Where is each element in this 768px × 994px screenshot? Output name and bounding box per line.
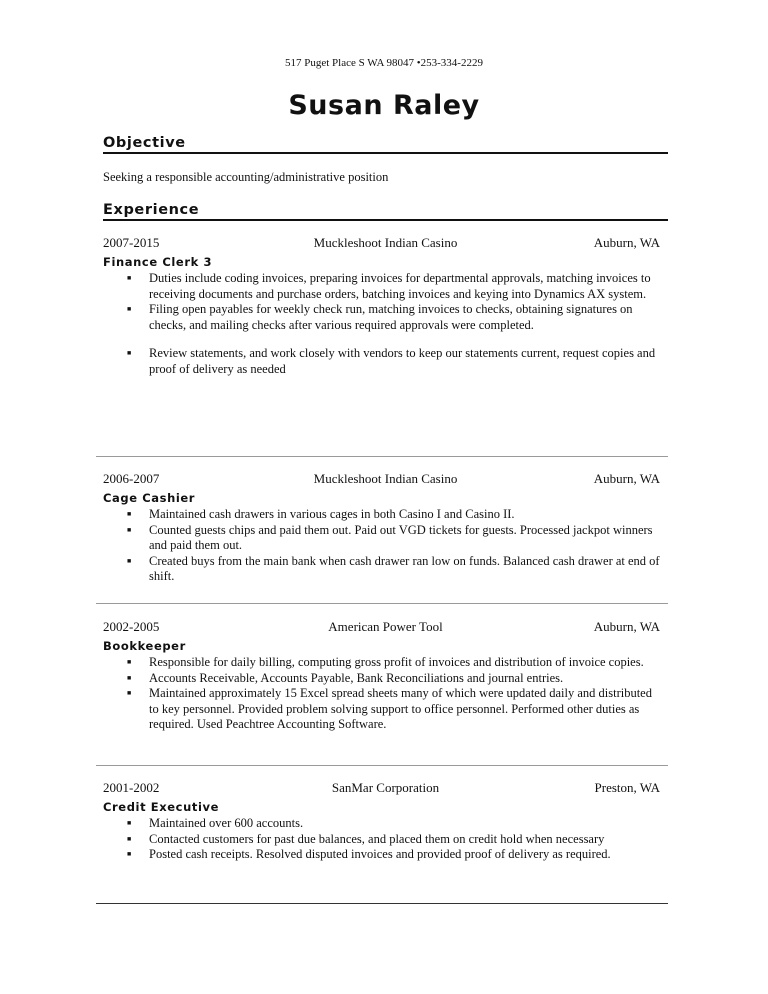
job-duties-list: [103, 507, 668, 585]
experience-heading: Experience: [103, 202, 668, 221]
duty-item: ■ Maintained approximately 15 Excel spread sheets many of which were updated daily and distributed to key personnel. Provided problem solving support to office personnel. Performed other duties as required. Used Peachtree Accounting Software.: [127, 686, 652, 731]
job-dates: 2001-2002: [103, 780, 160, 795]
applicant-name: Susan Raley: [288, 90, 480, 121]
section-divider: [96, 603, 668, 604]
job-title: Finance Clerk 3: [103, 255, 213, 269]
job-duties-list: [103, 655, 668, 733]
job-title: Credit Executive: [103, 800, 219, 814]
bullet-icon: ■: [127, 689, 132, 697]
job-location: Auburn, WA: [593, 619, 660, 634]
job-title: Cage Cashier: [103, 491, 196, 505]
objective-text: Seeking a responsible accounting/administrative position: [103, 170, 389, 184]
job-location: Auburn, WA: [593, 235, 660, 250]
job-duties-list: [103, 271, 668, 377]
job-info-line: [103, 780, 668, 798]
job-dates: 2002-2005: [103, 619, 160, 634]
bullet-icon: ■: [127, 525, 132, 534]
job-info-line: [103, 619, 668, 637]
bullet-icon: ■: [127, 305, 132, 313]
job-company: Muckleshoot Indian Casino: [313, 235, 458, 250]
bullet-icon: ■: [127, 510, 132, 518]
job-location: Auburn, WA: [593, 471, 660, 486]
bullet-icon: ■: [127, 850, 132, 858]
job-entry: [103, 471, 668, 585]
job-company: American Power Tool: [328, 619, 443, 634]
section-divider: [96, 765, 668, 766]
duty-item: ■ Duties include coding invoices, preparing invoices for departmental approvals, matching invoices to receiving documents and purchase orders, batching invoices and keying into Dynamics AX system.: [127, 271, 651, 301]
job-info-line: [103, 235, 668, 253]
job-title: Bookkeeper: [103, 639, 186, 653]
job-entry: [103, 235, 668, 377]
duty-item: ■ Filing open payables for weekly check run, matching invoices to checks, obtaining signatures on checks, and mailing checks after various required approvals were completed.: [127, 302, 633, 332]
job-dates: 2006-2007: [103, 471, 160, 486]
bullet-icon: ■: [127, 658, 132, 666]
contact-address: 517 Puget Place S WA 98047 •253-334-2229: [285, 57, 483, 69]
duty-item: ■ Posted cash receipts. Resolved disputed invoices and provided proof of delivery as required.: [127, 847, 611, 861]
duty-item: ■ Review statements, and work closely with vendors to keep our statements current, request copies and proof of delivery as needed: [127, 346, 656, 376]
duty-item: ■ Maintained over 600 accounts.: [127, 816, 304, 830]
job-dates: 2007-2015: [103, 235, 160, 250]
duty-item: ■ Accounts Receivable, Accounts Payable, Bank Reconciliations and journal entries.: [127, 670, 564, 685]
job-entry: [103, 780, 668, 863]
bullet-icon: ■: [127, 834, 132, 843]
job-entry: [103, 619, 668, 733]
section-divider: [96, 903, 668, 904]
section-divider: [96, 456, 668, 457]
bullet-icon: ■: [127, 556, 132, 565]
duty-item: ■ Maintained cash drawers in various cages in both Casino I and Casino II.: [127, 507, 515, 521]
bullet-icon: ■: [127, 819, 132, 827]
duty-item: ■ Responsible for daily billing, computing gross profit of invoices and distribution of invoice copies.: [127, 655, 644, 669]
job-location: Preston, WA: [594, 780, 660, 795]
job-duties-list: [103, 816, 668, 863]
bullet-icon: ■: [127, 349, 132, 357]
objective-heading: Objective: [103, 135, 668, 154]
job-company: SanMar Corporation: [331, 780, 440, 795]
job-company: Muckleshoot Indian Casino: [313, 471, 458, 486]
bullet-icon: ■: [127, 673, 132, 682]
bullet-icon: ■: [127, 274, 132, 282]
job-info-line: [103, 471, 668, 489]
duty-item: ■ Counted guests chips and paid them out. Paid out VGD tickets for guests. Processed jackpot winners and paid them out.: [127, 522, 653, 552]
duty-item: ■ Contacted customers for past due balances, and placed them on credit hold when necessary: [127, 831, 605, 846]
duty-item: ■ Created buys from the main bank when cash drawer ran low on funds. Balanced cash drawer at end of shift.: [127, 553, 660, 583]
